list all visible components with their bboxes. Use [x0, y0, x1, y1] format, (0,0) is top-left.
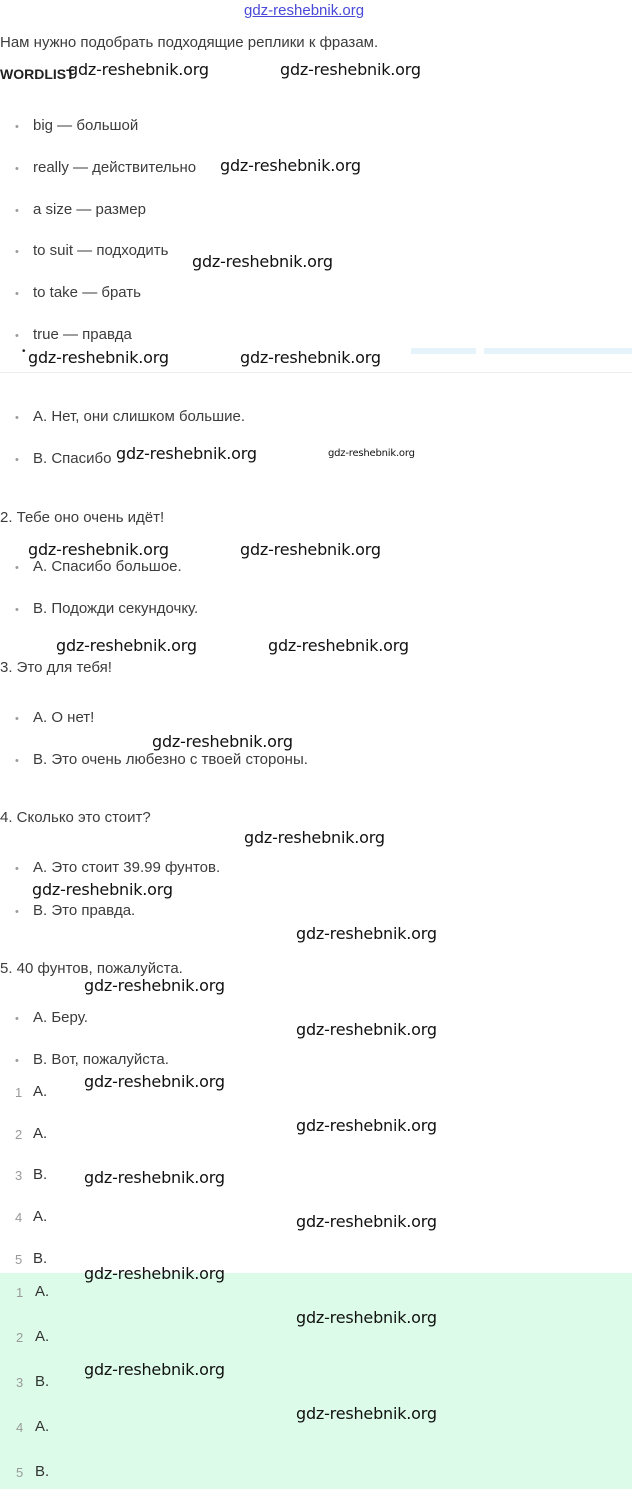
answer-number: 2 — [16, 1330, 24, 1345]
option-text: А. Нет, они слишком большие. — [33, 408, 246, 425]
wordlist-item: a size — размер — [33, 201, 146, 218]
watermark: gdz-reshebnik.org — [240, 348, 381, 367]
answer-highlight-panel — [0, 1273, 632, 1489]
question-title: 5. 40 фунтов, пожалуйста. — [0, 960, 183, 977]
answer-number: 1 — [16, 1285, 24, 1300]
watermark: gdz-reshebnik.org — [296, 1116, 437, 1135]
stray-dot: • — [22, 346, 26, 357]
watermark: gdz-reshebnik.org — [296, 1020, 437, 1039]
watermark: gdz-reshebnik.org — [296, 1308, 437, 1327]
bullet-icon: • — [15, 863, 19, 875]
watermark: gdz-reshebnik.org — [240, 540, 381, 559]
watermark: gdz-reshebnik.org — [28, 348, 169, 367]
watermark: gdz-reshebnik.org — [268, 636, 409, 655]
wordlist-item: to take — брать — [33, 284, 141, 301]
answer-number: 4 — [16, 1420, 24, 1435]
bullet-icon: • — [15, 288, 19, 300]
wordlist-item: really — действительно — [33, 159, 197, 176]
watermark: gdz-reshebnik.org — [116, 444, 257, 463]
answer-number: 5 — [16, 1465, 24, 1480]
divider — [0, 372, 632, 373]
watermark: gdz-reshebnik.org — [192, 252, 333, 271]
option-text: А. О нет! — [33, 709, 95, 726]
watermark: gdz-reshebnik.org — [280, 60, 421, 79]
answer-value: B. — [33, 1250, 48, 1267]
answer-number: 3 — [15, 1168, 23, 1183]
watermark: gdz-reshebnik.org — [328, 448, 415, 459]
answer-value: B. — [35, 1373, 50, 1390]
question-title: 2. Тебе оно очень идёт! — [0, 509, 165, 526]
option-text: В. Это правда. — [33, 902, 136, 919]
bullet-icon: • — [15, 121, 19, 133]
watermark: gdz-reshebnik.org — [84, 1264, 225, 1283]
bullet-icon: • — [15, 755, 19, 767]
bullet-icon: • — [15, 1013, 19, 1025]
watermark: gdz-reshebnik.org — [84, 1360, 225, 1379]
watermark: gdz-reshebnik.org — [296, 1404, 437, 1423]
answer-value: A. — [35, 1283, 50, 1300]
option-text: А. Это стоит 39.99 фунтов. — [33, 859, 221, 876]
option-text: А. Беру. — [33, 1009, 88, 1026]
watermark: gdz-reshebnik.org — [68, 60, 209, 79]
bullet-icon: • — [15, 1055, 19, 1067]
wordlist-item: big — большой — [33, 117, 139, 134]
watermark: gdz-reshebnik.org — [244, 828, 385, 847]
option-text: В. Спасибо — [33, 450, 112, 467]
question-title: 3. Это для тебя! — [0, 659, 112, 676]
watermark: gdz-reshebnik.org — [56, 636, 197, 655]
bullet-icon: • — [15, 246, 19, 258]
bullet-icon: • — [15, 604, 19, 616]
watermark: gdz-reshebnik.org — [28, 540, 169, 559]
wordlist-item: to suit — подходить — [33, 242, 169, 259]
answer-number: 4 — [15, 1210, 23, 1225]
answer-value: A. — [33, 1083, 48, 1100]
answer-value: A. — [35, 1328, 50, 1345]
watermark: gdz-reshebnik.org — [84, 976, 225, 995]
bullet-icon: • — [15, 454, 19, 466]
wordlist-heading: WORDLIST — [0, 66, 75, 82]
wordlist-item: true — правда — [33, 326, 132, 343]
option-text: А. Спасибо большое. — [33, 558, 182, 575]
answer-value: A. — [35, 1418, 50, 1435]
answer-number: 1 — [15, 1085, 23, 1100]
watermark: gdz-reshebnik.org — [32, 880, 173, 899]
watermark: gdz-reshebnik.org — [296, 924, 437, 943]
bullet-icon: • — [15, 713, 19, 725]
site-watermark-link[interactable]: gdz-reshebnik.org — [244, 2, 365, 19]
bullet-icon: • — [15, 906, 19, 918]
watermark: gdz-reshebnik.org — [152, 732, 293, 751]
answer-value: A. — [33, 1125, 48, 1142]
bullet-icon: • — [15, 205, 19, 217]
bullet-icon: • — [15, 330, 19, 342]
option-text: В. Это очень любезно с твоей стороны. — [33, 751, 308, 768]
divider — [484, 348, 632, 354]
option-text: В. Вот, пожалуйста. — [33, 1051, 169, 1068]
answer-number: 3 — [16, 1375, 24, 1390]
watermark: gdz-reshebnik.org — [84, 1168, 225, 1187]
watermark: gdz-reshebnik.org — [296, 1212, 437, 1231]
answer-value: B. — [35, 1463, 50, 1480]
answer-number: 5 — [15, 1252, 23, 1267]
bullet-icon: • — [15, 163, 19, 175]
bullet-icon: • — [15, 412, 19, 424]
answer-value: A. — [33, 1208, 48, 1225]
watermark: gdz-reshebnik.org — [220, 156, 361, 175]
bullet-icon: • — [15, 562, 19, 574]
watermark: gdz-reshebnik.org — [84, 1072, 225, 1091]
intro-text: Нам нужно подобрать подходящие реплики к фразам. — [0, 34, 379, 51]
question-title: 4. Сколько это стоит? — [0, 809, 151, 826]
option-text: В. Подожди секундочку. — [33, 600, 199, 617]
divider — [411, 348, 476, 354]
answer-value: B. — [33, 1166, 48, 1183]
answer-number: 2 — [15, 1127, 23, 1142]
